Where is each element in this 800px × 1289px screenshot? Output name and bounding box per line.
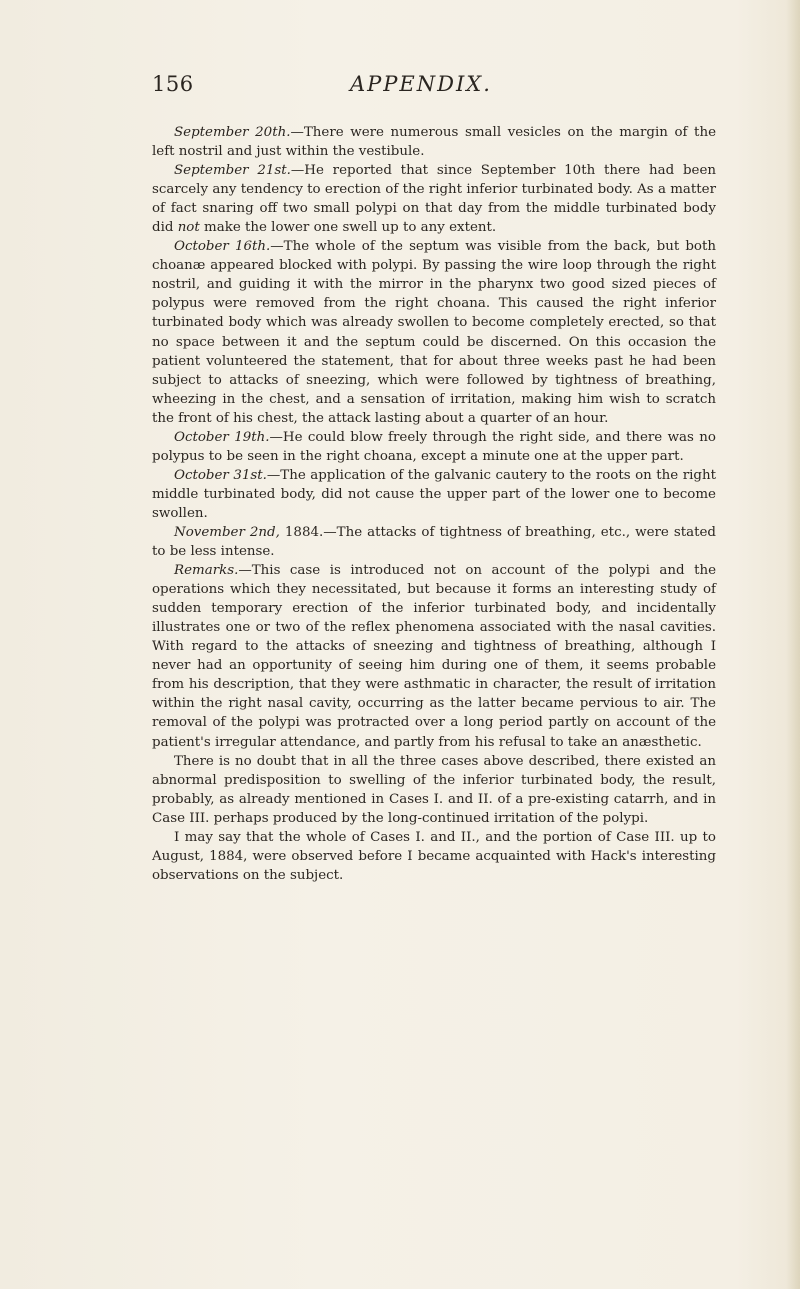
entry-text: —The application of the galvanic cautery to the roots on the right middle turbinated body, did not cause the upper part of the lower one to become swollen. — [152, 467, 716, 521]
paragraph-closing — [152, 828, 716, 885]
page-number: 156 — [152, 72, 194, 96]
paragraph-oct-19 — [152, 428, 716, 466]
running-head: APPENDIX. — [350, 72, 492, 96]
entry-text-continued: make the lower one swell up to any extent. — [199, 220, 497, 236]
entry-text: —He could blow freely through the right side, and there was no polypus to be seen in the right choana, except a minute one at the upper part. — [152, 429, 716, 464]
paragraph-conclusion — [152, 752, 716, 828]
paragraph-nov-2 — [152, 523, 716, 561]
paragraph-sept-20 — [152, 123, 716, 161]
paragraph-remarks — [152, 561, 716, 751]
entry-text: —This case is introduced not on account of the polypi and the operations which they necessitated, but because it forms an interesting study of sudden temporary erection of the inferior turbinated body, and incidentally illustrates one or two of the reflex phenomena associated with the nasal cavities. With regard to the attacks of sneezing and tightness of breathing, although I never had an opportunity of seeing him during one of them, it seems probable from his description, that they were asthmatic in character, the result of irritation within the right nasal cavity, occurring as the latter became pervious to air. The removal of the polypi was protracted over a long period partly on account of the patient's irregular attendance, and partly from his refusal to take an anæsthetic. — [152, 563, 716, 750]
entry-date: September 20th. — [174, 125, 291, 140]
entry-date: October 19th. — [174, 429, 270, 445]
page-edge-shadow — [786, 0, 800, 1289]
entry-date: November 2nd, — [174, 524, 280, 540]
entry-text: —He reported that since September 10th there had been scarcely any tendency to erection of the right inferior turbinated body. As a matter of fact snaring off two small polypi on that day from the middle turbinated body did — [152, 163, 716, 236]
paragraph-oct-31 — [152, 466, 716, 523]
page-header — [152, 72, 712, 104]
entry-text: —The whole of the septum was visible from the back, but both choanæ appeared blocked with polypi. By passing the wire loop through the right nostril, and guiding it with the mirror in the pharynx two good sized pieces of polypus were removed from the right choana. This caused the right inferior turbinated body which was already swollen to become completely erected, so that no space between it and the septum could be discerned. On this occasion the patient volunteered the statement, that for about three weeks past he had been subject to attacks of sneezing, which were followed by tightness of breathing, wheezing in the chest, and a sensation of irritation, making him wish to scratch the front of his chest, the attack lasting about a quarter of an hour. — [152, 239, 716, 426]
entry-date: September 21st. — [174, 163, 291, 179]
entry-date: October 16th. — [174, 239, 271, 255]
entry-date: October 31st. — [174, 467, 267, 483]
emphasis-text: not — [177, 220, 200, 236]
remarks-heading: Remarks. — [174, 563, 239, 579]
entry-text: 1884.—The attacks of tightness of breathing, etc., were stated to be less intense. — [152, 524, 716, 560]
paragraph-oct-16 — [152, 237, 716, 427]
entry-text: —There were numerous small vesicles on the margin of the left nostril and just within the vestibule. — [152, 125, 716, 160]
entry-text: I may say that the whole of Cases I. and II., and the portion of Case III. up to August, 1884, were observed before I became acquainted with Hack's interesting observations on the subject. — [152, 829, 716, 883]
paragraph-sept-21 — [152, 161, 716, 237]
entry-text: There is no doubt that in all the three cases above described, there existed an abnormal predisposition to swelling of the inferior turbinated body, the result, probably, as already mentioned in Cases I. and II. of a pre-existing catarrh, and in Case III. perhaps produced by the long-continued irritation of the polypi. — [152, 753, 716, 826]
page-body — [152, 123, 716, 885]
